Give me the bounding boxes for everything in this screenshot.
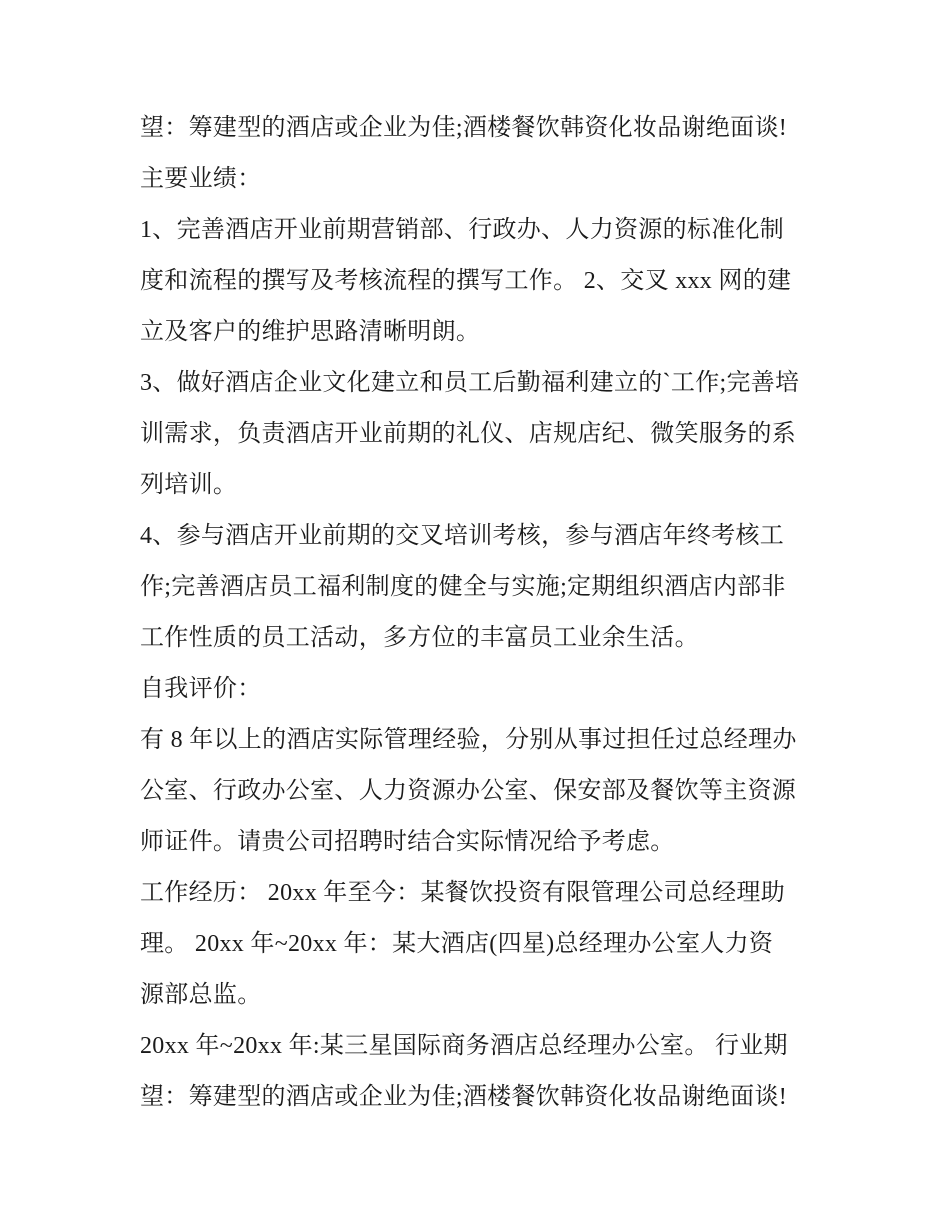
section-heading-achievements: 主要业绩： bbox=[140, 166, 262, 192]
text-line: 工作经历： 20xx 年至今：某餐饮投资有限管理公司总经理助 bbox=[140, 880, 785, 906]
document-page bbox=[140, 103, 830, 1123]
text-line: 立及客户的维护思路清晰明朗。 bbox=[140, 319, 481, 345]
text-line: 4、参与酒店开业前期的交叉培训考核，参与酒店年终考核工 bbox=[140, 523, 785, 549]
text-line: 列培训。 bbox=[140, 472, 238, 498]
text-line: 理。 20xx 年~20xx 年：某大酒店(四星)总经理办公室人力资 bbox=[140, 931, 774, 957]
text-line: 源部总监。 bbox=[140, 982, 262, 1008]
text-line: 训需求，负责酒店开业前期的礼仪、店规店纪、微笑服务的系 bbox=[140, 421, 797, 447]
text-line: 1、完善酒店开业前期营销部、行政办、人力资源的标准化制 bbox=[140, 217, 785, 243]
section-heading-self-evaluation: 自我评价： bbox=[140, 676, 262, 702]
text-line: 20xx 年~20xx 年:某三星国际商务酒店总经理办公室。 行业期 bbox=[140, 1033, 788, 1059]
text-line: 度和流程的撰写及考核流程的撰写工作。 2、交叉 xxx 网的建 bbox=[140, 268, 792, 294]
text-line: 有 8 年以上的酒店实际管理经验，分别从事过担任过总经理办 bbox=[140, 727, 797, 753]
text-line: 师证件。请贵公司招聘时结合实际情况给予考虑。 bbox=[140, 829, 675, 855]
text-line: 3、做好酒店企业文化建立和员工后勤福利建立的`工作;完善培 bbox=[140, 370, 800, 396]
text-line: 望：筹建型的酒店或企业为佳;酒楼餐饮韩资化妆品谢绝面谈! bbox=[140, 115, 788, 141]
text-line: 作;完善酒店员工福利制度的健全与实施;定期组织酒店内部非 bbox=[140, 574, 786, 600]
text-line: 公室、行政办公室、人力资源办公室、保安部及餐饮等主资源 bbox=[140, 778, 797, 804]
text-line: 工作性质的员工活动，多方位的丰富员工业余生活。 bbox=[140, 625, 699, 651]
text-line: 望：筹建型的酒店或企业为佳;酒楼餐饮韩资化妆品谢绝面谈! bbox=[140, 1084, 788, 1110]
